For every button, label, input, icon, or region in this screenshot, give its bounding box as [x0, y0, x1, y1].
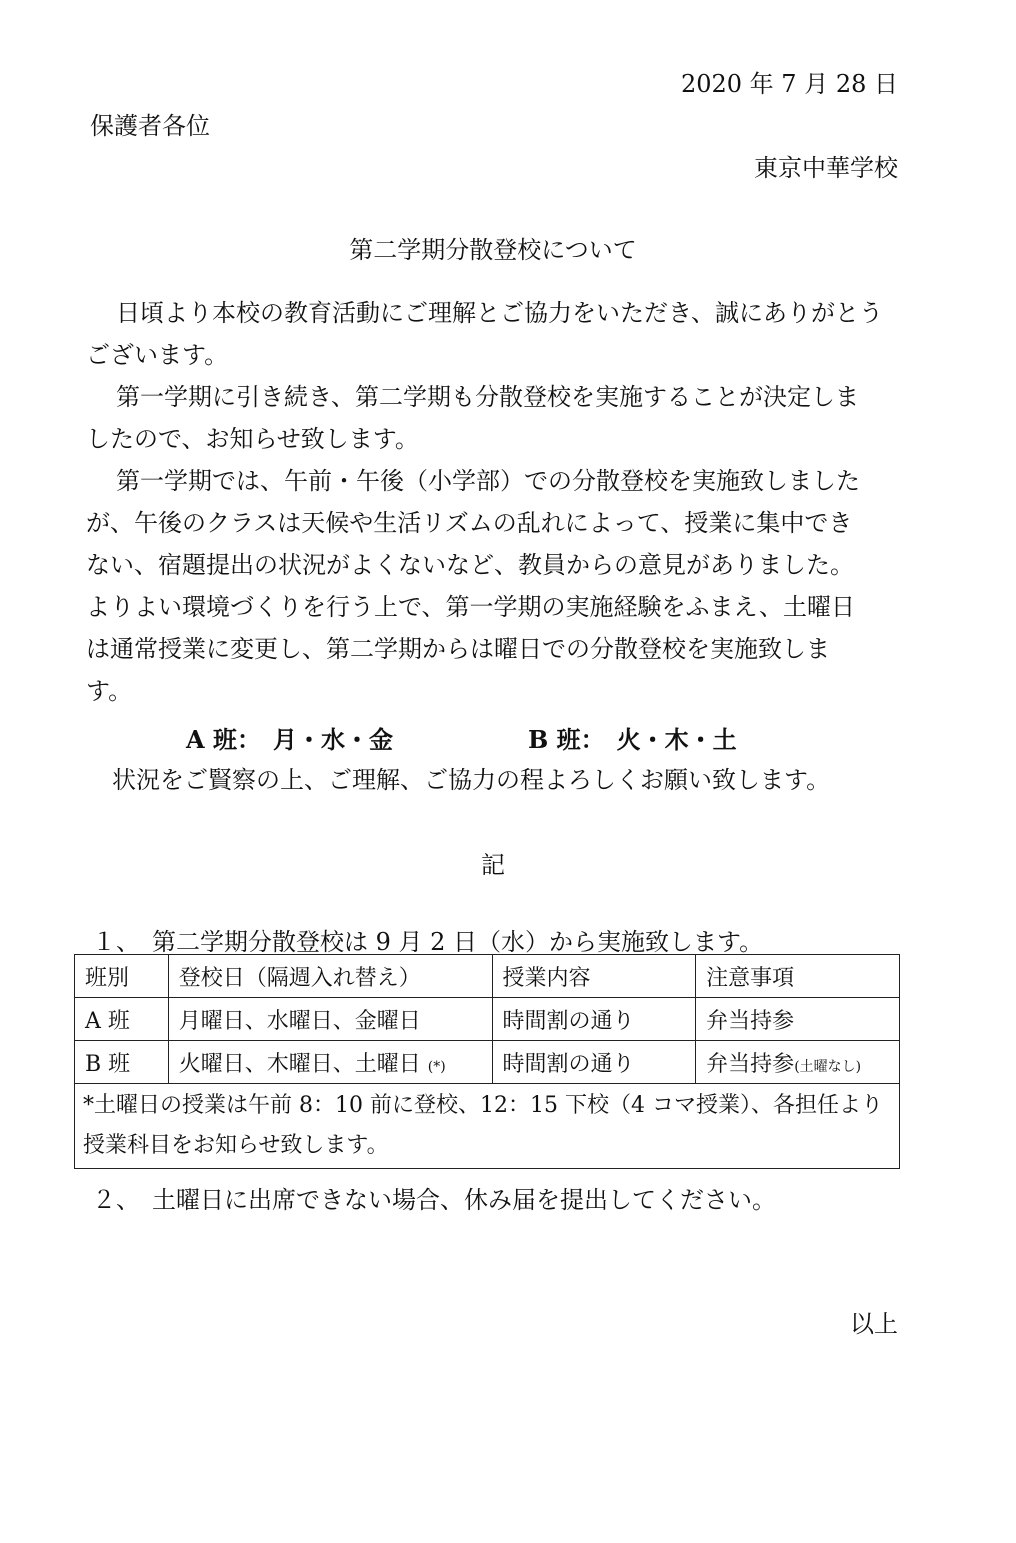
table-row — [75, 998, 900, 1041]
table-row — [75, 1041, 900, 1084]
body-line: 第一学期では、午前・午後（小学部）での分散登校を実施致しました — [116, 467, 860, 495]
header-days: 登校日（隔週入れ替え） — [168, 955, 492, 998]
item-2: ２、 土曜日に出席できない場合、休み届を提出してください。 — [92, 1186, 776, 1214]
group-a-days: A 班： 月・水・金 — [186, 725, 393, 754]
document-title: 第二学期分散登校について — [349, 236, 637, 264]
header-group: 班別 — [75, 955, 169, 998]
cell-group: B 班 — [75, 1041, 169, 1084]
body-line: す。 — [86, 677, 133, 705]
footnote-mark: (*) — [427, 1058, 446, 1075]
cell-notes-small: (土曜なし) — [794, 1058, 862, 1075]
table-footnote-row — [75, 1084, 900, 1169]
group-schedule — [186, 720, 737, 755]
body-line: が、午後のクラスは天候や生活リズムの乱れによって、授業に集中でき — [86, 509, 853, 537]
group-b-days: B 班： 火・木・土 — [528, 725, 737, 754]
cell-days-text: 火曜日、木曜日、土曜日 — [178, 1051, 421, 1077]
cell-notes-text: 弁当持参 — [706, 1051, 795, 1077]
cell-days: 月曜日、水曜日、金曜日 — [168, 998, 492, 1041]
body-text — [86, 292, 916, 712]
header-notes: 注意事項 — [696, 955, 900, 998]
table-header-row — [75, 955, 900, 998]
item-1: １、 第二学期分散登校は 9 月 2 日（水）から実施致します。 — [92, 928, 764, 956]
document-date: 2020 年 7 月 28 日 — [680, 70, 898, 98]
cell-days — [168, 1041, 492, 1084]
ki-heading: 記 — [481, 851, 505, 879]
cell-content: 時間割の通り — [492, 998, 696, 1041]
header-content: 授業内容 — [492, 955, 696, 998]
body-line: 日頃より本校の教育活動にご理解とご協力をいただき、誠にありがとう — [116, 299, 884, 327]
cell-notes — [696, 1041, 900, 1084]
table-footnote: *土曜日の授業は午前 8：10 前に登校、12：15 下校（4 コマ授業）、各担任より授業科目をお知らせ致します。 — [75, 1084, 900, 1169]
body-line: よりよい環境づくりを行う上で、第一学期の実施経験をふまえ、土曜日 — [86, 593, 855, 621]
sender-school: 東京中華学校 — [754, 154, 898, 182]
closing-request: 状況をご賢察の上、ご理解、ご協力の程よろしくお願い致します。 — [112, 766, 831, 794]
body-line: 第一学期に引き続き、第二学期も分散登校を実施することが決定しま — [116, 383, 860, 411]
recipient: 保護者各位 — [90, 112, 210, 140]
cell-content: 時間割の通り — [492, 1041, 696, 1084]
cell-notes: 弁当持参 — [696, 998, 900, 1041]
cell-group: A 班 — [75, 998, 169, 1041]
closing-ijou: 以上 — [850, 1310, 898, 1338]
body-line: は通常授業に変更し、第二学期からは曜日での分散登校を実施致しま — [86, 635, 830, 663]
schedule-table — [74, 954, 900, 1169]
body-line: ございます。 — [86, 341, 229, 369]
body-line: したので、お知らせ致します。 — [86, 425, 419, 453]
body-line: ない、宿題提出の状況がよくないなど、教員からの意見がありました。 — [86, 551, 854, 579]
